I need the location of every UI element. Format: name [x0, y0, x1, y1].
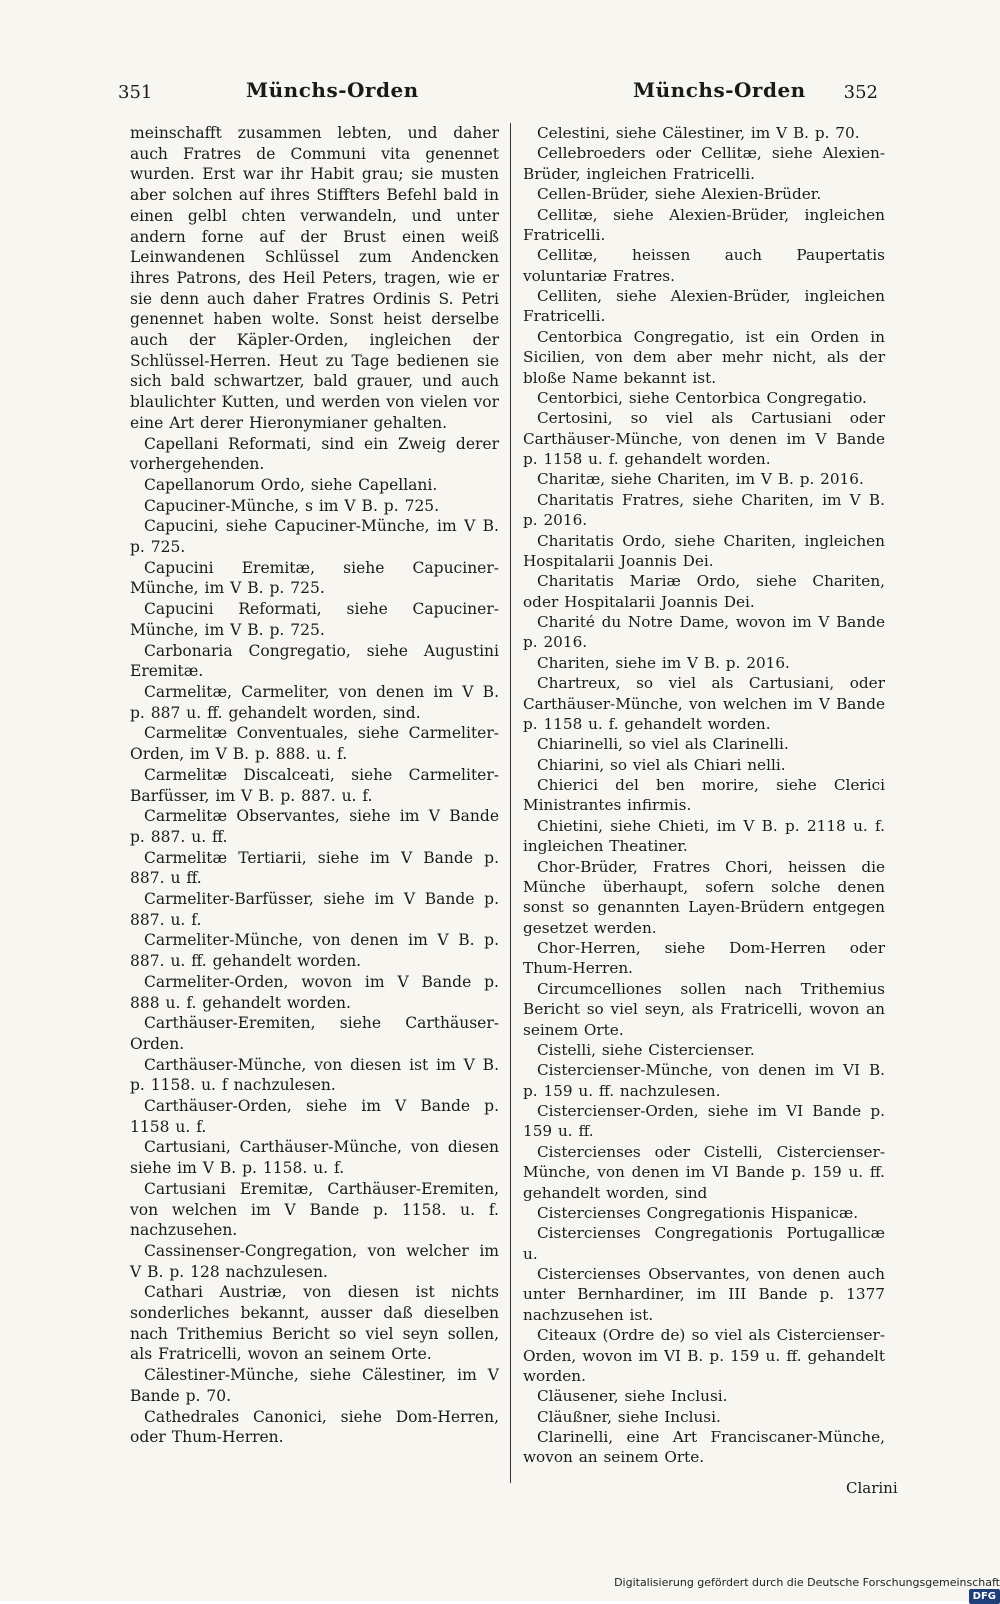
dictionary-entry: Cistercienses Observantes, von denen auch unter Bernhardiner, im III Bande p. 1377 nachzusehen ist. — [523, 1265, 885, 1324]
dictionary-entry: Charitatis Fratres, siehe Chariten, im V B. p. 2016. — [523, 490, 885, 530]
dictionary-entry: Cathari Austriæ, von diesen ist nichts sonderliches bekannt, ausser daß dieselben nach Trithemius Bericht so viel seyn sollen, als Fratricelli, wovon an seinem Orte. — [130, 1283, 499, 1364]
left-page-number: 351 — [118, 82, 153, 103]
dictionary-entry: Carmelitæ, Carmeliter, von denen im V B. p. 887 u. ff. gehandelt worden, sind. — [130, 682, 499, 722]
dictionary-entry: Capellani Reformati, sind ein Zweig derer vorhergehenden. — [130, 434, 499, 474]
dictionary-entry: Certosini, so viel als Cartusiani oder Carthäuser-Münche, von denen im V Bande p. 1158 u. f. gehandelt worden. — [523, 409, 885, 468]
dfg-logo: DFG — [969, 1589, 1000, 1604]
column-divider — [510, 123, 511, 1483]
dictionary-entry: Cellebroeders oder Cellitæ, siehe Alexien-Brüder, ingleichen Fratricelli. — [523, 144, 885, 183]
dictionary-entry: Circumcelliones sollen nach Trithemius Bericht so viel seyn, als Fratricelli, wovon an seinem Orte. — [523, 979, 885, 1039]
footer-credit-text: Digitalisierung gefördert durch die Deutsche Forschungsgemeinschaft — [614, 1575, 1000, 1589]
dictionary-entry: Chiarinelli, so viel als Clarinelli. — [537, 735, 789, 754]
dictionary-entry: Carmeliter-Barfüsser, siehe im V Bande p. 887. u. f. — [130, 890, 499, 929]
right-page-number: 352 — [843, 82, 878, 103]
dictionary-entry: Capucini Eremitæ, siehe Capuciner-Münche, im V B. p. 725. — [130, 558, 499, 598]
dictionary-entry: Charitæ, siehe Chariten, im V B. p. 2016. — [537, 470, 864, 489]
dictionary-entry: Cistercienses Congregationis Portugallicæ u. — [523, 1224, 885, 1263]
dictionary-entry: Charitatis Ordo, siehe Chariten, ingleichen Hospitalarii Joannis Dei. — [523, 531, 885, 570]
dictionary-entry: Capucini Reformati, siehe Capuciner-Münche, im V B. p. 725. — [130, 600, 499, 639]
dictionary-entry: Carthäuser-Eremiten, siehe Carthäuser-Orden. — [130, 1014, 499, 1053]
dictionary-entry: Chierici del ben morire, siehe Clerici Ministrantes infirmis. — [523, 776, 885, 815]
dictionary-entry: Cellitæ, siehe Alexien-Brüder, ingleichen Fratricelli. — [523, 205, 885, 244]
dictionary-entry: Carmelitæ Tertiarii, siehe im V Bande p. 887. u ff. — [130, 848, 499, 888]
dictionary-entry: Cellen-Brüder, siehe Alexien-Brüder. — [537, 185, 822, 204]
dictionary-entry: Cistercienser-Münche, von denen im VI B. p. 159 u. ff. nachzulesen. — [523, 1061, 885, 1100]
dictionary-entry: Chor-Brüder, Fratres Chori, heissen die Münche überhaupt, sofern solche denen sonst so genannten Layen-Brüdern entgegen gesetzet werden. — [523, 857, 885, 937]
dictionary-entry: Chietini, siehe Chieti, im V B. p. 2118 u. f. ingleichen Theatiner. — [523, 816, 885, 856]
dictionary-entry: Cistercienses oder Cistelli, Cistercienser-Münche, von denen im VI Bande p. 159 u. ff. gehandelt worden, sind — [523, 1142, 885, 1202]
right-text-column — [523, 123, 885, 1468]
dictionary-entry: Carmeliter-Orden, wovon im V Bande p. 888 u. f. gehandelt worden. — [130, 972, 499, 1012]
dictionary-entry: Clarinelli, eine Art Franciscaner-Münche, wovon an seinem Orte. — [523, 1428, 885, 1467]
dictionary-entry: Charitatis Mariæ Ordo, siehe Chariten, oder Hospitalarii Joannis Dei. — [523, 572, 885, 611]
dictionary-entry: Capucini, siehe Capuciner-Münche, im V B. p. 725. — [130, 517, 499, 557]
dictionary-entry: Capuciner-Münche, s im V B. p. 725. — [144, 496, 440, 515]
catchword: Clarini — [846, 1479, 898, 1497]
dictionary-entry: Chor-Herren, siehe Dom-Herren oder Thum-Herren. — [523, 939, 885, 978]
dictionary-entry: Cistelli, siehe Cistercienser. — [537, 1040, 755, 1059]
dictionary-entry: Capellanorum Ordo, siehe Capellani. — [144, 475, 438, 494]
dictionary-entry: Centorbici, siehe Centorbica Congregatio. — [537, 388, 867, 407]
dictionary-entry: Chariten, siehe im V B. p. 2016. — [537, 653, 790, 672]
digitization-footer — [600, 1575, 1000, 1601]
dictionary-entry: Carthäuser-Münche, von diesen ist im V B. p. 1158. u. f nachzulesen. — [130, 1055, 499, 1095]
dictionary-entry: Carmeliter-Münche, von denen im V B. p. 887. u. ff. gehandelt worden. — [130, 931, 499, 971]
left-running-head: Münchs-Orden — [246, 78, 419, 102]
dictionary-entry: Cistercienser-Orden, siehe im VI Bande p. 159 u. ff. — [523, 1102, 885, 1141]
dictionary-entry: Chartreux, so viel als Cartusiani, oder Carthäuser-Münche, von welchen im V Bande p. 1158 u. f. gehandelt worden. — [523, 674, 885, 733]
dictionary-entry: Carthäuser-Orden, siehe im V Bande p. 1158 u. f. — [130, 1097, 499, 1136]
dictionary-entry: meinschafft zusammen lebten, und daher auch Fratres de Communi vita genennet wurden. Erst war ihr Habit grau; sie musten aber solchen auf ihres Stiffters Befehl bald in einen gelbl chten verwandeln, und unter andern forne auf der Brust einen weiß Leinwandenen Schlüssel zum Andencken ihres Patrons, des Heil Peters, tragen, wie er sie denn auch daher Fratres Ordinis S. Petri genennet haben wolte. Sonst heist derselbe auch der Käpler-Orden, ingleichen der Schlüssel-Herren. Heut zu Tage bedienen sie sich bald schwartzer, bald grauer, und auch blaulichter Kutten, und werden von vielen vor eine Art derer Hieronymianer gehalten. — [130, 124, 499, 432]
right-running-head: Münchs-Orden — [633, 78, 806, 102]
page-header — [118, 78, 878, 116]
dictionary-entry: Cälestiner-Münche, siehe Cälestiner, im V Bande p. 70. — [130, 1366, 499, 1405]
dictionary-entry: Charité du Notre Dame, wovon im V Bande p. 2016. — [523, 613, 885, 652]
dictionary-entry: Celestini, siehe Cälestiner, im V B. p. 70. — [537, 124, 860, 142]
dictionary-entry: Carmelitæ Conventuales, siehe Carmeliter-Orden, im V B. p. 888. u. f. — [130, 724, 499, 764]
dictionary-entry: Carbonaria Congregatio, siehe Augustini Eremitæ. — [130, 641, 499, 681]
dictionary-entry: Cassinenser-Congregation, von welcher im V B. p. 128 nachzulesen. — [130, 1241, 499, 1281]
dictionary-entry: Citeaux (Ordre de) so viel als Cistercienser-Orden, wovon im VI B. p. 159 u. ff. gehandelt worden. — [523, 1326, 885, 1385]
dictionary-entry: Cläußner, siehe Inclusi. — [537, 1407, 721, 1426]
dictionary-entry: Chiarini, so viel als Chiari nelli. — [537, 755, 786, 774]
dictionary-entry: Carmelitæ Discalceati, siehe Carmeliter-Barfüsser, im V B. p. 887. u. f. — [130, 765, 499, 805]
dictionary-entry: Centorbica Congregatio, ist ein Orden in Sicilien, von dem aber mehr nicht, als der bloße Name bekannt ist. — [523, 327, 885, 387]
dictionary-entry: Celliten, siehe Alexien-Brüder, ingleichen Fratricelli. — [523, 287, 885, 326]
dictionary-entry: Cläusener, siehe Inclusi. — [537, 1387, 728, 1406]
dictionary-entry: Cistercienses Congregationis Hispanicæ. — [537, 1203, 859, 1222]
dictionary-entry: Cathedrales Canonici, siehe Dom-Herren, oder Thum-Herren. — [130, 1407, 499, 1447]
dictionary-entry: Cartusiani, Carthäuser-Münche, von diesen siehe im V B. p. 1158. u. f. — [130, 1138, 499, 1178]
left-text-column — [130, 123, 499, 1448]
dictionary-entry: Cellitæ, heissen auch Paupertatis voluntariæ Fratres. — [523, 246, 885, 285]
dictionary-entry: Carmelitæ Observantes, siehe im V Bande p. 887. u. ff. — [130, 807, 499, 846]
dictionary-entry: Cartusiani Eremitæ, Carthäuser-Eremiten, von welchen im V Bande p. 1158. u. f. nachzusehen. — [130, 1179, 499, 1240]
